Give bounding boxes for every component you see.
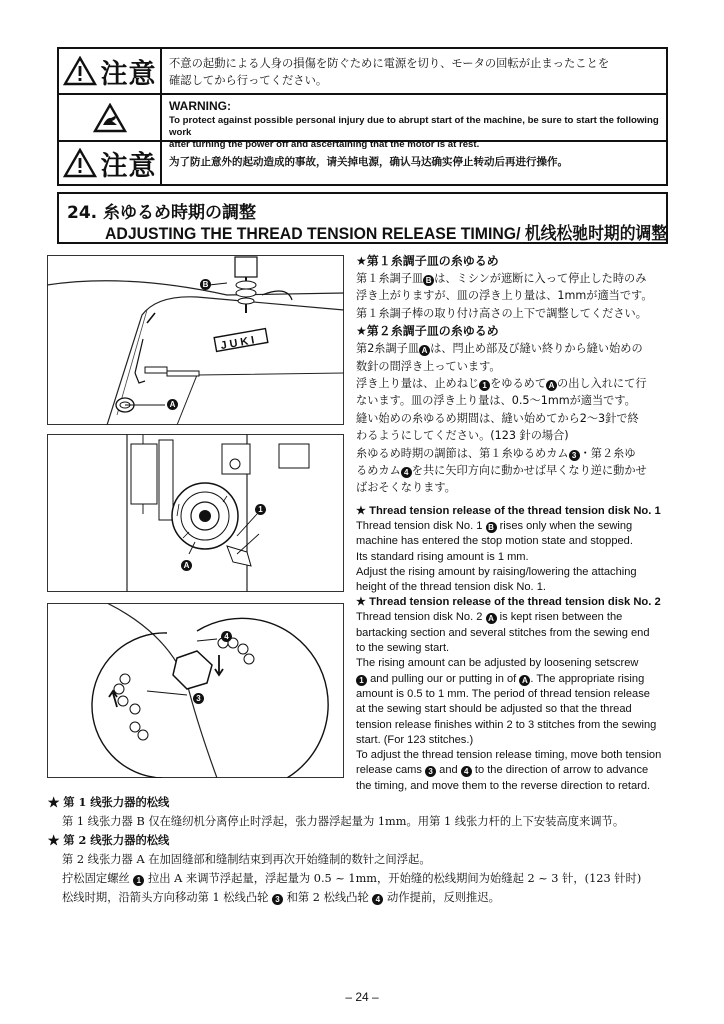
cn-instructions — [48, 793, 678, 907]
caution-label-cn — [59, 142, 162, 184]
caution-row-en — [59, 95, 666, 150]
callout-4: 4 — [401, 467, 412, 478]
caution-text-cn: 为了防止意外的起动造成的事故，请关掉电源，确认马达确实停止转动后再进行操作。 — [169, 156, 568, 168]
callout-4: 4 — [221, 631, 232, 642]
callout-1: 1 — [133, 875, 144, 886]
jp-paragraph-1: 第１糸調子皿 B は、ミシンが遮断に入って停止した時のみ 浮き上がりますが、皿の浮き上り量は、1mmが適当です。 第１糸調子棒の取り付け高さの上下で調整してください。 — [356, 272, 653, 320]
en-instructions — [356, 504, 670, 794]
figure-release-cams — [47, 603, 344, 778]
callout-4: 4 — [372, 894, 383, 905]
callout-3: 3 — [425, 766, 436, 777]
warning-triangle-icon — [63, 56, 97, 86]
caution-row-jp — [59, 49, 666, 95]
callout-3: 3 — [272, 894, 283, 905]
cn-paragraph-1: 第 1 线张力器 B 仅在缝纫机分离停止时浮起，张力器浮起量为 1mm。用第 1 线张力杆的上下安装高度来调节。 — [62, 815, 625, 828]
heading-en: ADJUSTING THE THREAD TENSION RELEASE TIMING/ 机线松驰时期的调整 — [105, 224, 668, 243]
jp-heading-2: ★第２糸調子皿の糸ゆるめ — [356, 324, 499, 339]
en-paragraph-2: Thread tension disk No. 2 A is kept risen between the bartacking section and several stitches from the sewing end to the sewing start. The rising amount can be adjusted by loosening setscrew 1 and pulling our or putting in of A . The appropriate rising amount is 0.5 to 1 mm. The period of thread tension release at the sewing start should be adjusted so that the thread tension release finishes within 2 to 3 stitches from the sewing start. (For 123 stitches.) To adjust the thread tension release timing, move both tension release cams 3 and 4 to the direction of arrow to advance the timing, and move them to the reverse direction to retard. — [356, 611, 662, 792]
callout-a: A — [419, 345, 430, 356]
caution-text-jp-line2: 確認してから行ってください。 — [169, 74, 328, 87]
callout-1: 1 — [479, 380, 490, 391]
caution-title-jp: 注意 — [100, 58, 157, 90]
callout-3: 3 — [193, 693, 204, 704]
cn-heading-2: ★ 第 2 线张力器的松线 — [48, 833, 170, 847]
callout-b: B — [486, 522, 497, 533]
jp-heading-1: ★第１糸調子皿の糸ゆるめ — [356, 254, 499, 268]
release-cams-drawing — [47, 603, 344, 778]
caution-title-cn: 注意 — [100, 150, 157, 182]
heading-jp: 24. 糸ゆるめ時期の調整 — [67, 203, 257, 223]
cn-heading-1: ★ 第 1 线张力器的松线 — [48, 795, 170, 809]
page-number: – 24 – — [345, 990, 379, 1004]
tension-disk-closeup-drawing — [47, 434, 344, 592]
caution-row-cn — [59, 142, 666, 184]
warning-text-line2: after turning the power off and ascertaining that the motor is at rest. — [169, 139, 480, 150]
juki-brand-label: JUKI — [219, 333, 259, 353]
figure-thread-tension-assembly — [47, 255, 344, 425]
callout-1: 1 — [255, 504, 266, 515]
callout-b: B — [200, 279, 211, 290]
en-heading-1: ★ Thread tension release of the thread tension disk No. 1 — [356, 505, 661, 517]
caution-text-jp — [169, 55, 660, 89]
warning-title: WARNING: — [169, 99, 231, 113]
callout-3: 3 — [569, 450, 580, 461]
callout-a: A — [486, 613, 497, 624]
section-heading — [57, 192, 668, 244]
warning-text-line1: To protect against possible personal injury due to abrupt start of the machine, be sure to start the following work — [169, 115, 659, 138]
jp-paragraph-2: 第2糸調子皿 A は、閂止め部及び縫い終りから縫い始めの 数針の間浮き上っています。 浮き上り量は、止めねじ 1 をゆるめて A の出し入れにて行 ないます。皿の浮き上り量は、0.5～1mmが適当です。 縫い始めの糸ゆるめ期間は、縫い始めてから2～3針で終 わるようにしてください。(123 針の場合) 糸ゆるめ時期の調節は、第１糸ゆるめカム 3 ・第２糸ゆ るめカム 4 を共に矢印方向に動かせば早くなり逆に動かせ ばおそくなります。 — [356, 342, 647, 495]
en-heading-2: ★ Thread tension release of the thread tension disk No. 2 — [356, 596, 661, 609]
callout-a: A — [546, 380, 557, 391]
jp-instructions — [356, 252, 670, 497]
hand-hazard-icon — [93, 103, 127, 133]
cn-paragraph-4: 松线时期，沿箭头方向移动第 1 松线凸轮 3 和第 2 松线凸轮 4 动作提前，反则推迟。 — [62, 891, 500, 904]
warning-label-en — [59, 95, 162, 140]
callout-a: A — [181, 560, 192, 571]
callout-a: A — [167, 399, 178, 410]
callout-4: 4 — [461, 766, 472, 777]
en-paragraph-1: Thread tension disk No. 1 B rises only when the sewing machine has entered the stop motion state and stopped. Its standard rising amount is 1 mm. Adjust the rising amount by raising/lowering the attaching height of the thread tension disk No. 1. — [356, 520, 637, 594]
figure-tension-disk-closeup — [47, 434, 344, 592]
caution-box — [57, 47, 668, 186]
cn-paragraph-2: 第 2 线张力器 A 在加固缝部和缝制结束到再次开始缝制的数针之间浮起。 — [62, 853, 431, 866]
cn-paragraph-3: 拧松固定螺丝 1 拉出 A 来调节浮起量，浮起量为 0.5 ~ 1mm，开始缝的松线期间为始缝起 2 ~ 3 针，(123 针时) — [62, 872, 642, 885]
caution-label-jp — [59, 49, 162, 93]
caution-text-jp-line1: 不意の起動による人身の損傷を防ぐために電源を切り、モータの回転が止まったことを — [169, 57, 610, 70]
warning-triangle-icon — [63, 148, 97, 178]
thread-tension-assembly-drawing — [47, 255, 344, 425]
callout-b: B — [423, 275, 434, 286]
callout-1: 1 — [356, 675, 367, 686]
callout-a: A — [519, 675, 530, 686]
